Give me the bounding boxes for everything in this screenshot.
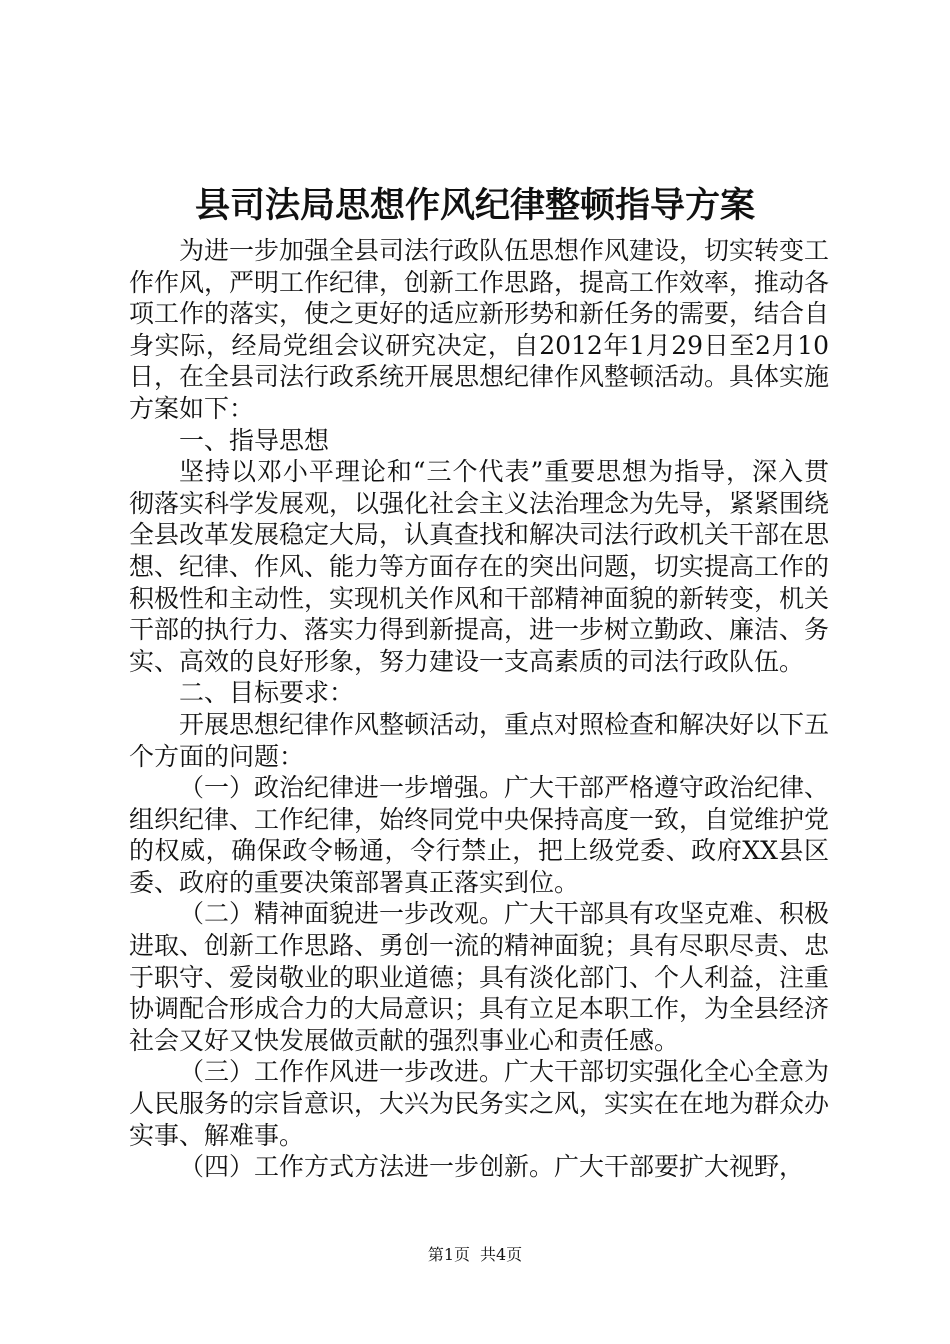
- section-heading-goals: 二、目标要求：: [179, 678, 355, 708]
- goal-item-1: （一）政治纪律进一步增强。广大干部严格遵守政治纪律、组织纪律、工作纪律，始终同党中央保持高度一致，自觉维护党的权威，确保政令畅通，令行禁止，把上级党委、政府XX县区委、政府的重要决策部署真正落实到位。: [129, 773, 830, 897]
- page-footer: [0, 1244, 950, 1266]
- page-number: 第1页: [427, 1245, 470, 1264]
- goals-intro-paragraph: 开展思想纪律作风整顿活动，重点对照检查和解决好以下五个方面的问题：: [129, 709, 830, 771]
- guiding-ideology-paragraph: 坚持以邓小平理论和“三个代表”重要思想为指导，深入贯彻落实科学发展观，以强化社会主义法治理念为先导，紧紧围绕全县改革发展稳定大局，认真查找和解决司法行政机关干部在思想、纪律、作风、能力等方面存在的突出问题，切实提高工作的积极性和主动性，实现机关作风和干部精神面貌的新转变，机关干部的执行力、落实力得到新提高，进一步树立勤政、廉洁、务实、高效的良好形象，努力建设一支高素质的司法行政队伍。: [129, 457, 830, 676]
- goal-item-4: （四）工作方式方法进一步创新。广大干部要扩大视野，: [179, 1152, 805, 1182]
- document-body: [129, 235, 829, 1183]
- goal-item-2: （二）精神面貌进一步改观。广大干部具有攻坚克难、积极进取、创新工作思路、勇创一流的精神面貌；具有尽职尽责、忠于职守、爱岗敬业的职业道德；具有淡化部门、个人利益，注重协调配合形成合力的大局意识；具有立足本职工作，为全县经济社会又好又快发展做贡献的强烈事业心和责任感。: [129, 899, 830, 1055]
- intro-paragraph: 为进一步加强全县司法行政队伍思想作风建设，切实转变工作作风，严明工作纪律，创新工作思路，提高工作效率，推动各项工作的落实，使之更好的适应新形势和新任务的需要，结合自身实际，经局党组会议研究决定，自2012年1月29日至2月10日，在全县司法行政系统开展思想纪律作风整顿活动。具体实施方案如下：: [129, 236, 830, 423]
- page-total: 共4页: [480, 1245, 523, 1264]
- goal-item-3: （三）工作作风进一步改进。广大干部切实强化全心全意为人民服务的宗旨意识，大兴为民务实之风，实实在在地为群众办实事、解难事。: [129, 1057, 830, 1150]
- section-heading-guiding-ideology: 一、指导思想: [179, 425, 330, 455]
- document-title: 县司法局思想作风纪律整顿指导方案: [194, 185, 755, 226]
